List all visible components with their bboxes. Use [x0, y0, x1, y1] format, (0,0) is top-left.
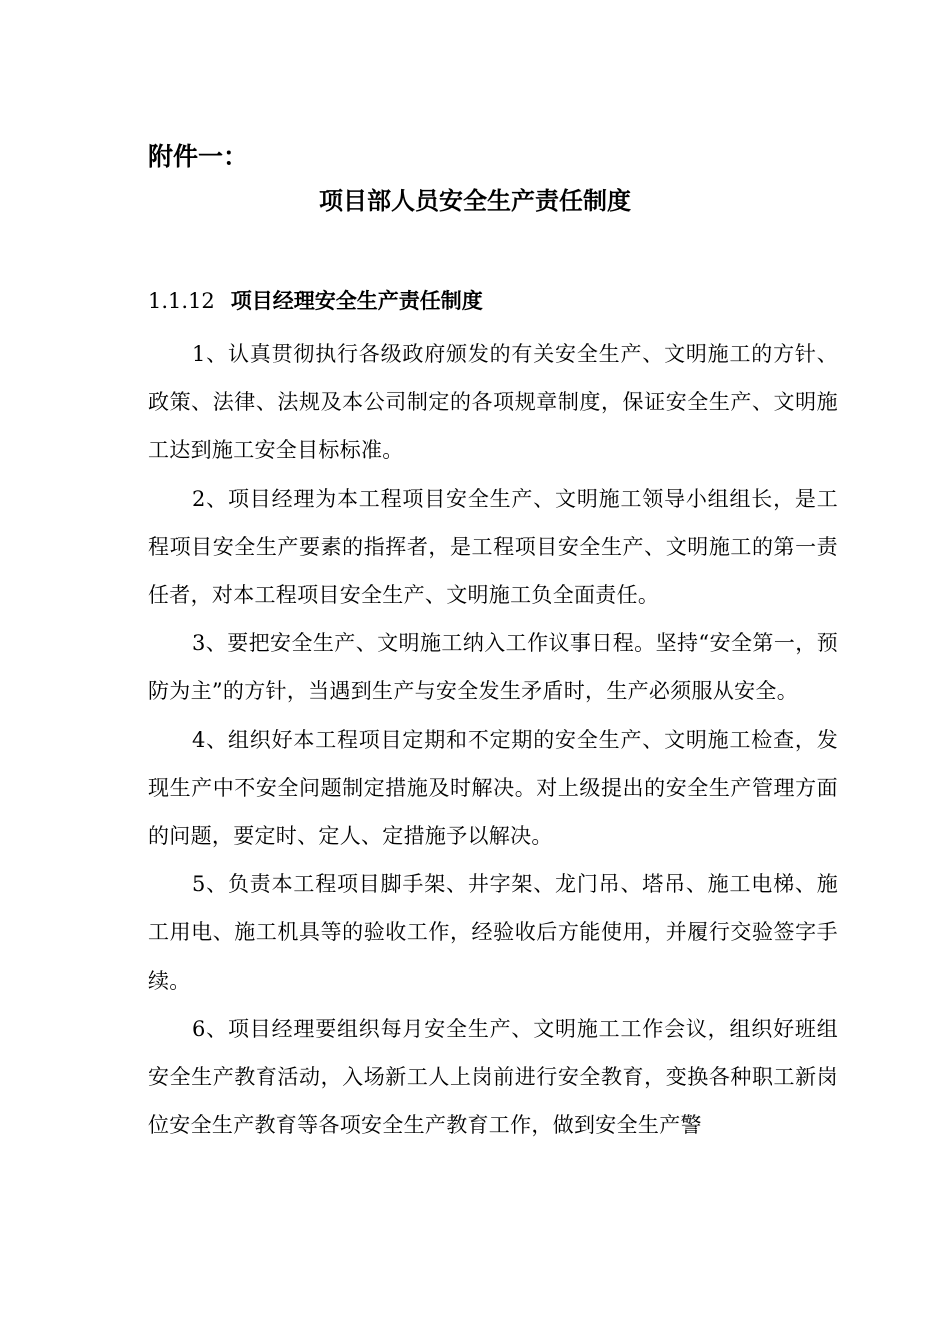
section-heading	[148, 284, 483, 318]
document-body	[148, 330, 838, 1149]
paragraph-3: 3、要把安全生产、文明施工纳入工作议事日程。坚持“安全第一，预防为主”的方针，当遇到生产与安全发生矛盾时，生产必须服从安全。	[148, 631, 838, 704]
section-number: 1.1.12	[148, 289, 215, 313]
paragraph-1: 1、认真贯彻执行各级政府颁发的有关安全生产、文明施工的方针、政策、法律、法规及本公司制定的各项规章制度，保证安全生产、文明施工达到施工安全目标标准。	[148, 342, 838, 463]
document-title: 项目部人员安全生产责任制度	[319, 186, 631, 215]
section-title: 项目经理安全生产责任制度	[230, 288, 483, 313]
paragraph-5: 5、负责本工程项目脚手架、井字架、龙门吊、塔吊、施工电梯、施工用电、施工机具等的验收工作，经验收后方能使用，并履行交验签字手续。	[148, 872, 838, 993]
paragraph-4: 4、组织好本工程项目定期和不定期的安全生产、文明施工检查，发现生产中不安全问题制定措施及时解决。对上级提出的安全生产管理方面的问题，要定时、定人、定措施予以解决。	[148, 727, 838, 849]
paragraph-2: 2、项目经理为本工程项目安全生产、文明施工领导小组组长，是工程项目安全生产要素的指挥者，是工程项目安全生产、文明施工的第一责任者，对本工程项目安全生产、文明施工负全面责任。	[148, 486, 838, 608]
paragraph-6: 6、项目经理要组织每月安全生产、文明施工工作会议，组织好班组安全生产教育活动，入场新工人上岗前进行安全教育，变换各种职工新岗位安全生产教育等各项安全生产教育工作，做到安全生产警	[148, 1016, 838, 1138]
annex-label: 附件一：	[148, 142, 249, 171]
